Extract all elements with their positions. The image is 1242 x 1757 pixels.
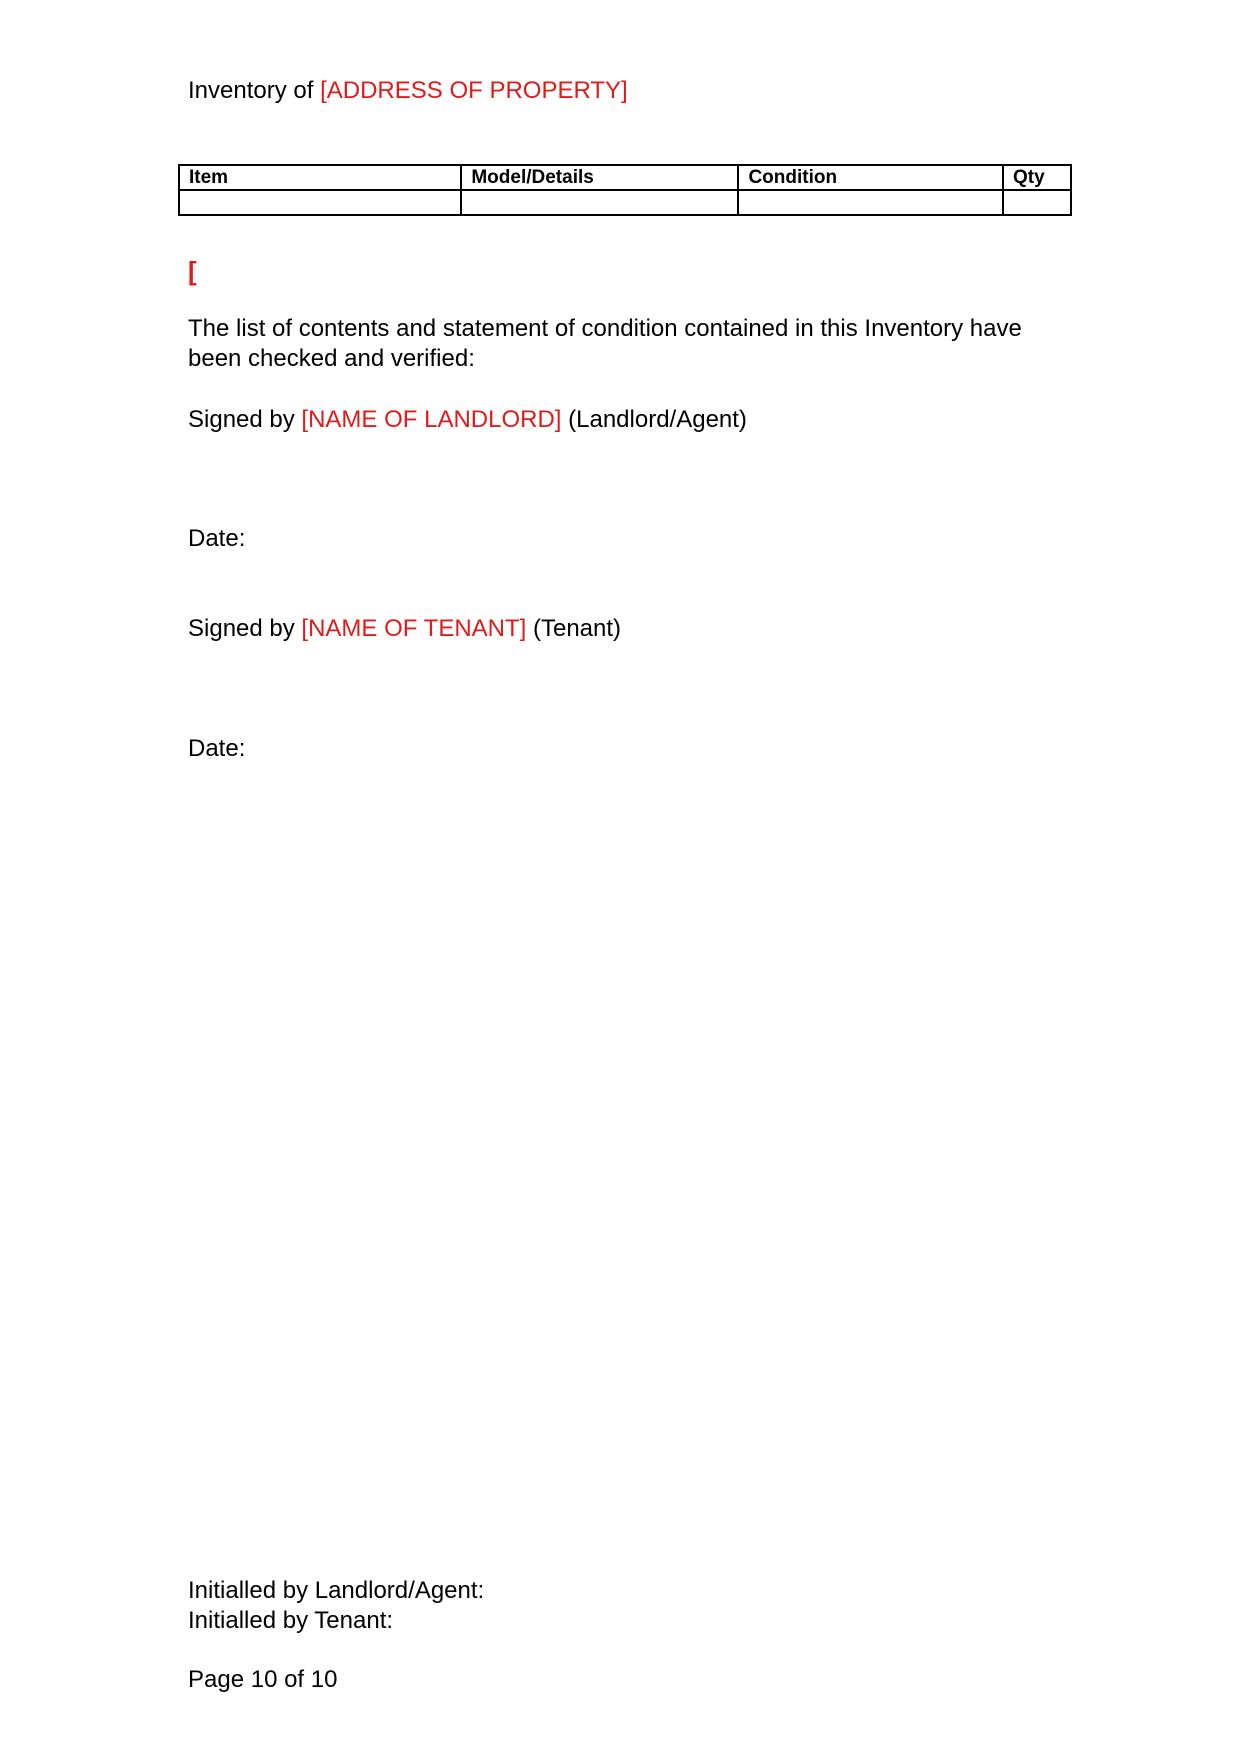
landlord-signature-line [188,405,747,435]
header-qty: Qty [1003,165,1071,190]
cell-qty [1003,190,1071,215]
landlord-role: (Landlord/Agent) [561,406,747,433]
initialled-landlord-label: Initialled by Landlord/Agent: [188,1577,485,1604]
page-number: Page 10 of 10 [188,1666,338,1693]
landlord-date-label: Date: [188,525,246,552]
header-item: Item [179,165,461,190]
landlord-name-placeholder: [NAME OF LANDLORD] [301,406,562,433]
cell-item [179,190,461,215]
tenant-signature-line [188,614,621,644]
cell-condition [738,190,1003,215]
verification-statement: The list of contents and statement of condition contained in this Inventory have been checked and verified: [188,315,1022,372]
title-prefix: Inventory of [188,77,321,104]
tenant-role: (Tenant) [526,615,622,642]
header-condition: Condition [738,165,1003,190]
landlord-signed-prefix: Signed by [188,406,302,433]
open-bracket-placeholder: [ [188,256,197,286]
cell-model-details [461,190,738,215]
header-model-details: Model/Details [461,165,738,190]
tenant-date-label: Date: [188,735,246,762]
table-row [179,190,1071,215]
tenant-name-placeholder: [NAME OF TENANT] [301,615,527,642]
property-address-placeholder: [ADDRESS OF PROPERTY] [320,77,628,104]
inventory-title [188,76,628,106]
inventory-table [178,164,1072,216]
table-header-row [179,165,1071,190]
tenant-signed-prefix: Signed by [188,615,302,642]
initialled-tenant-label: Initialled by Tenant: [188,1607,394,1634]
